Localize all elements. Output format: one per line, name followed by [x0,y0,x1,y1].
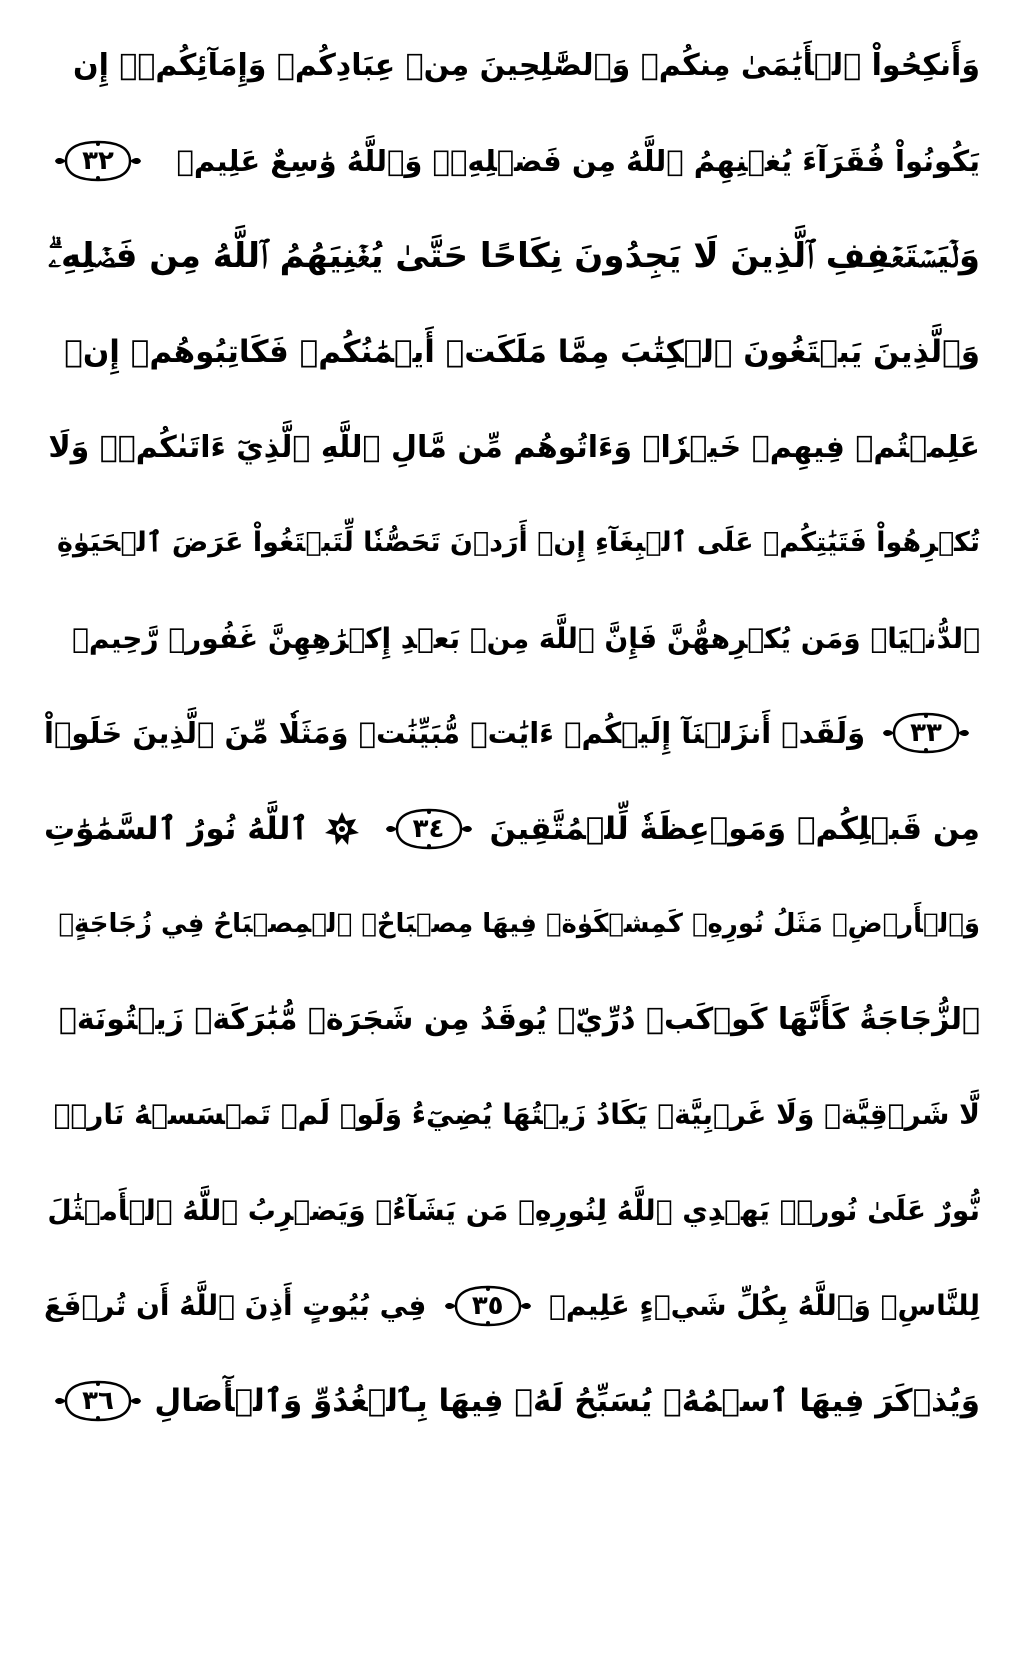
line-text: يَكُونُواْ فُقَرَآءَ يُغۡنِهِمُ ٱللَّهُ مِن فَضۡلِهِۦۗ وَٱللَّهُ وَٰسِعٌ عَلِيمٞ [176,144,980,179]
text-line-3 [44,209,980,304]
hizb-star-icon [324,811,360,847]
text-line-9 [44,781,980,876]
line-text: وَٱلۡأَرۡضِۚ مَثَلُ نُورِهِۦ كَمِشۡكَوٰةٖ فِيهَا مِصۡبَاحٌۖ ٱلۡمِصۡبَاحُ فِي زُجَاجَةٍۖ [58,909,980,940]
text-line-5 [44,400,980,495]
text-line-12 [44,1067,980,1162]
text-line-10 [44,877,980,972]
line-text: وَأَنكِحُواْ ٱلۡأَيَٰمَىٰ مِنكُمۡ وَٱلصَّٰلِحِينَ مِنۡ عِبَادِكُمۡ وَإِمَآئِكُمۡۚ إِن [73,48,980,84]
line-text: لِلنَّاسِۗ وَٱللَّهُ بِكُلِّ شَيۡءٍ عَلِيمٞ [549,1289,980,1323]
text-line-1 [44,18,980,113]
line-text: وَلۡيَسۡتَعۡفِفِ ٱلَّذِينَ لَا يَجِدُونَ نِكَاحًا حَتَّىٰ يُغۡنِيَهُمُ ٱللَّهُ مِن فَضۡلِهِۦۗ [48,236,980,277]
text-line-6 [44,495,980,590]
line-text: وَٱلَّذِينَ يَبۡتَغُونَ ٱلۡكِتَٰبَ مِمَّا مَلَكَتۡ أَيۡمَٰنُكُمۡ فَكَاتِبُوهُمۡ إِنۡ [64,333,980,370]
text-line-15 [44,1353,980,1448]
line-text: وَلَقَدۡ أَنزَلۡنَآ إِلَيۡكُمۡ ءَايَٰتٖ مُّبَيِّنَٰتٖ وَمَثَلٗا مِّنَ ٱلَّذِينَ خَلَوۡاْ [44,716,866,751]
line-text: مِن قَبۡلِكُمۡ وَمَوۡعِظَةٗ لِّلۡمُتَّقِينَ [489,810,980,847]
line-text: لَّا شَرۡقِيَّةٖ وَلَا غَرۡبِيَّةٖ يَكَادُ زَيۡتُهَا يُضِيٓءُ وَلَوۡ لَمۡ تَمۡسَسۡهُ نَارٞۚ [53,1098,980,1132]
text-line-7 [44,590,980,685]
ayah-number: ٣٢ [82,146,114,177]
ayah-end-marker [52,1378,144,1424]
line-text: فِي بُيُوتٍ أَذِنَ ٱللَّهُ أَن تُرۡفَعَ [44,1289,427,1323]
text-line-13 [44,1163,980,1258]
line-text: وَيُذۡكَرَ فِيهَا ٱسۡمُهُۥ يُسَبِّحُ لَهُۥ فِيهَا بِٱلۡغُدُوِّ وَٱلۡأٓصَالِ [154,1383,980,1420]
text-line-11 [44,972,980,1067]
text-line-14 [44,1258,980,1353]
ayah-number: ٣٦ [82,1386,114,1417]
text-line-8 [44,686,980,781]
text-line-2 [44,113,980,208]
line-text: عَلِمۡتُمۡ فِيهِمۡ خَيۡرٗاۖ وَءَاتُوهُم مِّن مَّالِ ٱللَّهِ ٱلَّذِيٓ ءَاتَىٰكُمۡۚ وَلَا [48,429,980,465]
ayah-number: ٣٥ [471,1290,504,1321]
line-text: ٱللَّهُ نُورُ ٱلسَّمَٰوَٰتِ [44,810,309,847]
line-text: ٱلدُّنۡيَاۚ وَمَن يُكۡرِههُّنَّ فَإِنَّ ٱللَّهَ مِنۢ بَعۡدِ إِكۡرَٰهِهِنَّ غَفُورٞ رَّحِيمٞ [72,621,980,655]
line-text: ٱلزُّجَاجَةُ كَأَنَّهَا كَوۡكَبٞ دُرِّيّٞ يُوقَدُ مِن شَجَرَةٖ مُّبَٰرَكَةٖ زَيۡتُونَةٖ [58,1002,980,1038]
line-text: تُكۡرِهُواْ فَتَيَٰتِكُمۡ عَلَى ٱلۡبِغَآءِ إِنۡ أَرَدۡنَ تَحَصُّنٗا لِّتَبۡتَغُواْ عَرَضَ ٱلۡحَيَوٰةِ [57,527,980,559]
ayah-number: ٣٤ [412,813,445,844]
ayah-end-marker [383,806,475,852]
line-text: نُّورٌ عَلَىٰ نُورٖۚ يَهۡدِي ٱللَّهُ لِنُورِهِۦ مَن يَشَآءُۚ وَيَضۡرِبُ ٱللَّهُ ٱلۡأَمۡثَٰلَ [47,1193,980,1227]
ayah-end-marker [880,710,972,756]
ayah-end-marker [442,1283,534,1329]
ayah-end-marker [52,138,144,184]
ayah-number: ٣٣ [910,718,942,749]
text-line-4 [44,304,980,399]
